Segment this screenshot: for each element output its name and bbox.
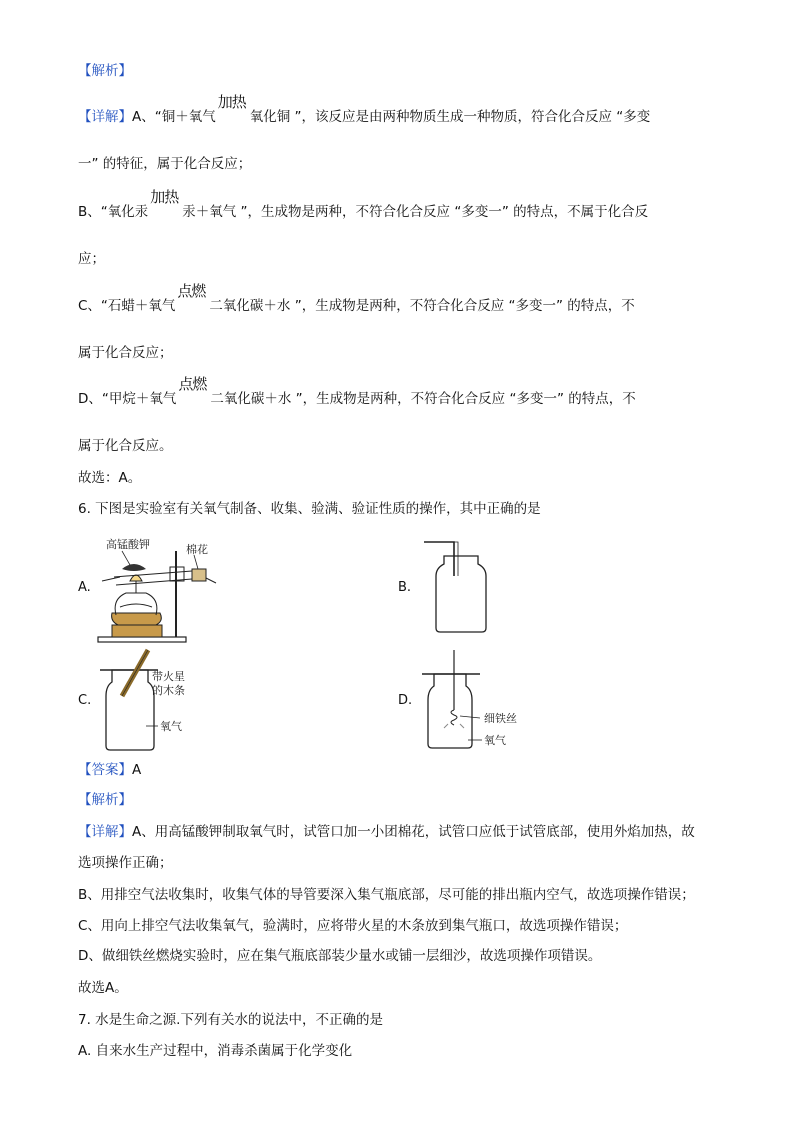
reaction-condition: 点燃 — [178, 375, 207, 393]
q6-stem: 6. 下图是实验室有关氧气制备、收集、验满、验证性质的操作，其中正确的是 — [78, 501, 541, 517]
q6-detail-d: D、做细铁丝燃烧实验时，应在集气瓶底部装少量水或铺一层细沙，故选项操作项错误。 — [78, 948, 602, 964]
q5-detail-a-cont: 一” 的特征，属于化合反应； — [78, 156, 252, 172]
q7-option-a: A. 自来水生产过程中，消毒杀菌属于化学变化 — [78, 1043, 353, 1059]
figure-b-gas-bottle — [420, 538, 496, 636]
reaction-condition: 点燃 — [177, 282, 206, 300]
label-glowing-splint-1: 带火星 — [152, 670, 185, 683]
q5-detail-tag: 【详解】 — [78, 109, 132, 125]
q6-detail-a: 【详解】A、用高锰酸钾制取氧气时，试管口加一小团棉花，试管口应低于试管底部，使用外焰加热，故 — [78, 824, 695, 840]
q5-choice: 故选：A。 — [78, 470, 142, 486]
figure-a-heating-apparatus — [94, 533, 234, 645]
label-oxygen-d: 氧气 — [484, 734, 506, 747]
q5-detail-c-cont: 属于化合反应； — [78, 345, 173, 361]
label-cotton: 棉花 — [186, 543, 208, 556]
label-kmno4: 高锰酸钾 — [106, 538, 150, 551]
reaction-condition: 加热 — [150, 188, 179, 206]
option-a-letter: A. — [78, 580, 91, 595]
q7-stem: 7. 水是生命之源.下列有关水的说法中，不正确的是 — [78, 1012, 383, 1028]
label-oxygen-c: 氧气 — [160, 720, 182, 733]
q6-choice: 故选A。 — [78, 980, 128, 996]
q5-detail-a: 【详解】A、“铜＋氧气 加热 氧化铜 ”，该反应是由两种物质生成一种物质，符合化合反应 “多变 — [78, 93, 651, 125]
option-b-letter: B. — [398, 580, 412, 595]
q5-detail-d: D、“甲烷＋氧气 点燃 二氧化碳＋水 ”，生成物是两种，不符合化合反应 “多变一” 的特点，不 — [78, 375, 636, 407]
q6-answer: 【答案】A — [78, 762, 142, 778]
q6-analysis-header: 【解析】 — [78, 792, 132, 808]
q5-analysis-header: 【解析】 — [78, 63, 132, 79]
label-iron-wire: 细铁丝 — [484, 712, 517, 725]
q5-detail-c: C、“石蜡＋氧气 点燃 二氧化碳＋水 ”，生成物是两种，不符合化合反应 “多变一” 的特点，不 — [78, 282, 635, 314]
figure-c-oxygen-test — [98, 648, 208, 754]
label-glowing-splint-2: 的木条 — [152, 684, 185, 697]
option-c-letter: C. — [78, 693, 92, 708]
q5-detail-b: B、“氧化汞 加热 汞＋氧气 ”，生成物是两种，不符合化合反应 “多变一” 的特点，不属于化合反 — [78, 188, 649, 220]
q6-detail-c: C、用向上排空气法收集氧气，验满时，应将带火星的木条放到集气瓶口，故选项操作错误； — [78, 918, 628, 934]
q5-detail-b-cont: 应； — [78, 251, 105, 267]
q5-detail-d-cont: 属于化合反应。 — [78, 438, 173, 454]
reaction-condition: 加热 — [217, 93, 246, 111]
q6-detail-a-cont: 选项操作正确； — [78, 855, 173, 871]
q6-detail-b: B、用排空气法收集时，收集气体的导管要深入集气瓶底部，尽可能的排出瓶内空气，故选项操作错误； — [78, 887, 695, 903]
option-d-letter: D. — [398, 693, 413, 708]
figure-d-iron-wire — [420, 648, 540, 752]
